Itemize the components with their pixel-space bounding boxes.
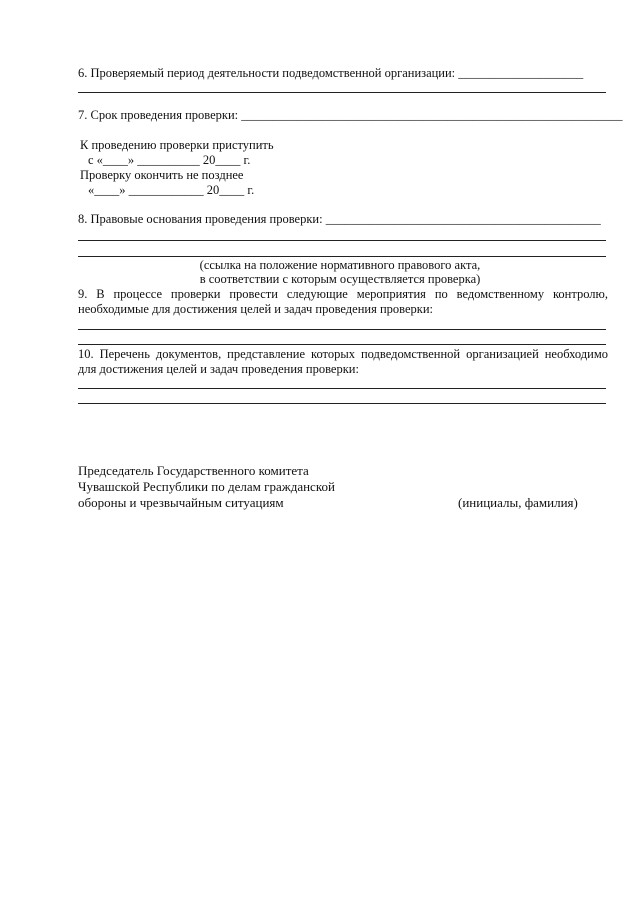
item8-note-line1: (ссылка на положение нормативного правового акта, [199,258,481,272]
start-date: с «____» __________ 20____ г. [88,153,251,167]
item9-fill-line-1 [78,329,606,330]
end-date: «____» ____________ 20____ г. [88,183,255,197]
signature-initials: (инициалы, фамилия) [458,495,578,510]
end-label: Проверку окончить не позднее [80,168,244,182]
item8-note-line2: в соответствии с которым осуществляется проверка) [199,272,481,286]
item6-text: 6. Проверяемый период деятельности подведомственной организации: ____________________ [78,66,584,80]
item10-fill-line-1 [78,388,606,389]
item7-text: 7. Срок проведения проверки: _____________________________________________________________ [78,108,623,122]
signature-line2: Чувашской Республики по делам гражданской [78,479,335,494]
item8-text: 8. Правовые основания проведения проверки: ____________________________________________ [78,212,601,226]
item9-line2: необходимые для достижения целей и задач проведения проверки: [78,302,434,316]
item8-fill-line-1 [78,240,606,241]
signature-line3: обороны и чрезвычайным ситуациям [78,495,284,510]
item10-fill-line-2 [78,403,606,404]
signature-line1: Председатель Государственного комитета [78,463,309,478]
start-label: К проведению проверки приступить [80,138,274,152]
item8-fill-line-2 [78,256,606,257]
item9-line1: 9. В процессе проверки провести следующие мероприятия по ведомственному контролю, [78,287,608,301]
item6-fill-line [78,92,606,93]
item10-line1: 10. Перечень документов, представление которых подведомственной организацией необходимо [78,347,608,361]
item9-fill-line-2 [78,344,606,345]
item10-line2: для достижения целей и задач проведения проверки: [78,362,359,376]
